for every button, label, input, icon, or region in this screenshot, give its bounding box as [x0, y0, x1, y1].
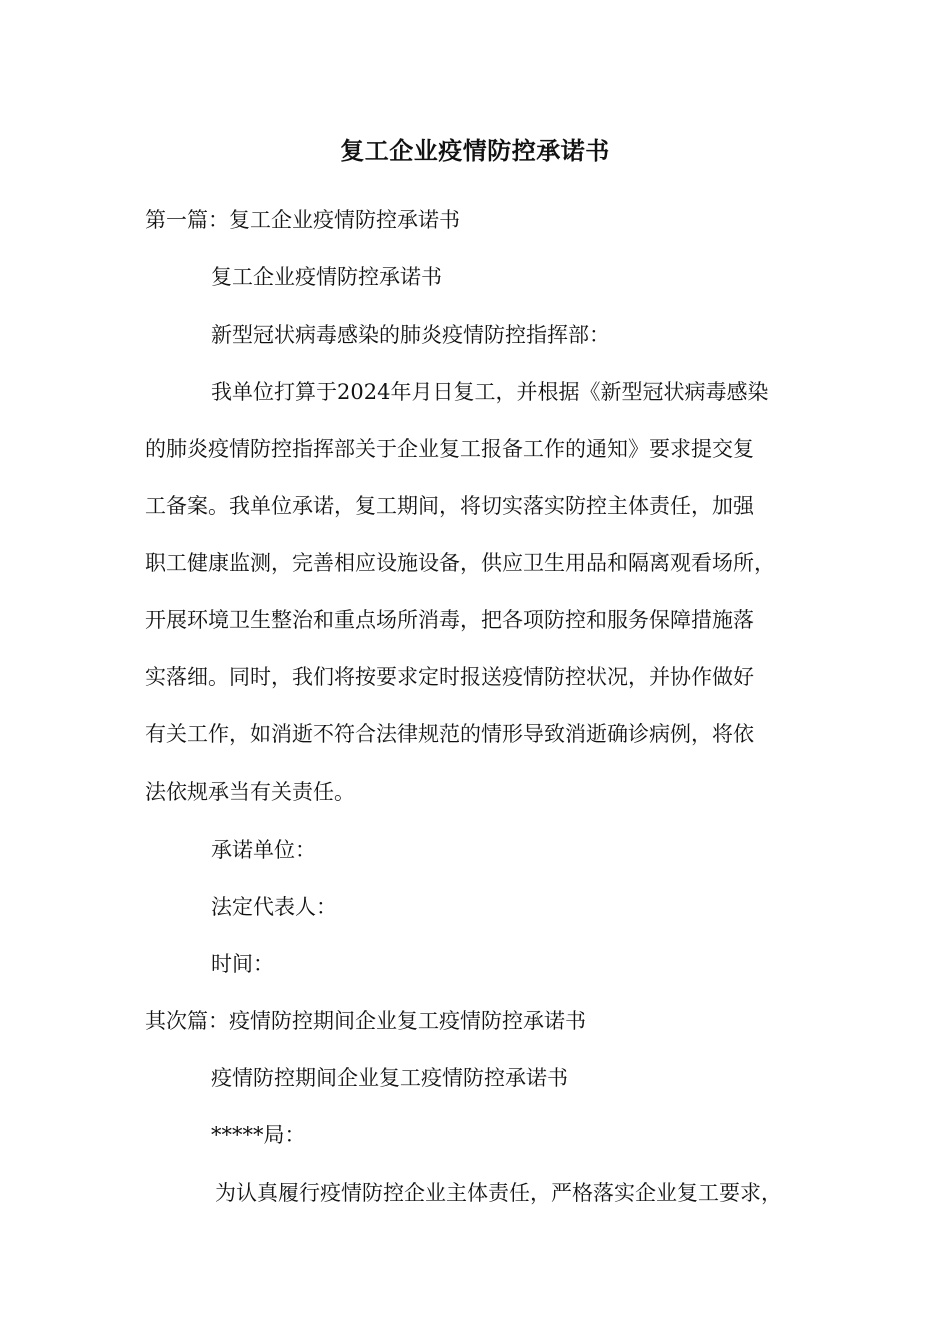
paragraph-line: 有关工作，如消逝不符合法律规范的情形导致消逝确诊病例，将依 — [145, 722, 754, 746]
paragraph-line: 实落细。同时，我们将按要求定时报送疫情防控状况，并协作做好 — [145, 665, 754, 689]
paragraph-line: 我单位打算于2024年月日复工，并根据《新型冠状病毒感染 — [211, 380, 769, 404]
subtitle-2: 疫情防控期间企业复工疫情防控承诺书 — [211, 1066, 568, 1090]
section-heading-2: 其次篇：疫情防控期间企业复工疫情防控承诺书 — [145, 1009, 586, 1033]
paragraph-line: 法依规承当有关责任。 — [145, 780, 355, 804]
addressee-1: 新型冠状病毒感染的肺炎疫情防控指挥部： — [211, 323, 610, 347]
addressee-2: *****局： — [211, 1123, 306, 1147]
paragraph-line: 职工健康监测，完善相应设施设备，供应卫生用品和隔离观看场所， — [145, 551, 775, 575]
paragraph-line: 的肺炎疫情防控指挥部关于企业复工报备工作的通知》要求提交复 — [145, 437, 754, 461]
paragraph-line: 为认真履行疫情防控企业主体责任，严格落实企业复工要求， — [215, 1181, 782, 1205]
document-title: 复工企业疫情防控承诺书 — [340, 136, 610, 165]
subtitle-1: 复工企业疫情防控承诺书 — [211, 265, 442, 289]
signature-representative: 法定代表人： — [211, 895, 337, 919]
paragraph-line: 开展环境卫生整治和重点场所消毒，把各项防控和服务保障措施落 — [145, 608, 754, 632]
signature-date: 时间： — [211, 952, 274, 976]
signature-unit: 承诺单位： — [211, 838, 316, 862]
paragraph-line: 工备案。我单位承诺，复工期间，将切实落实防控主体责任，加强 — [145, 494, 754, 518]
section-heading-1: 第一篇：复工企业疫情防控承诺书 — [145, 208, 460, 232]
